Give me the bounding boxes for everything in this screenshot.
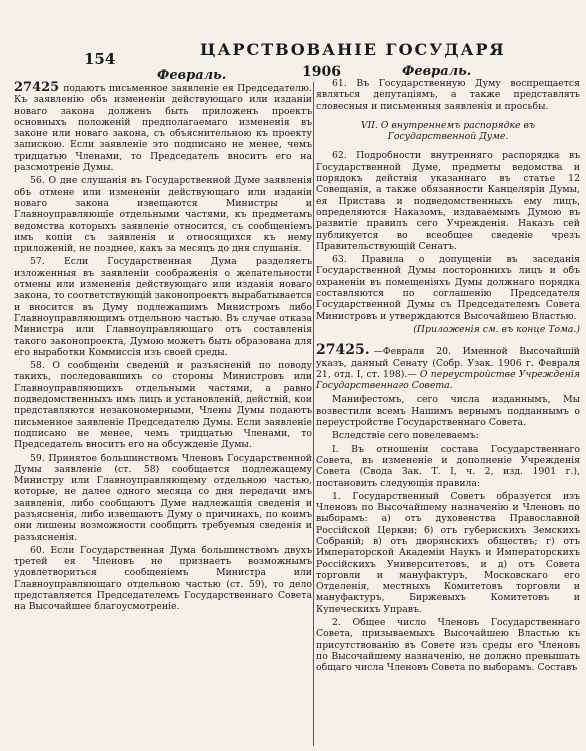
decree-heading — [316, 342, 580, 392]
paragraph: 57. Если Государственная Дума разделяетъ изложенныя въ заявленіи соображенія о желательности отмены или измененія действующаго или изданія новаго закона, то соответствующій законопроектъ вырабатывается и вносится въ Думу подлежащимъ Министромъ либо Главноуправляющимъ отдельною частью. Въ случае отказа Министра или Главноуправляющаго отъ составленія такого законопроекта, Думою можетъ быть образована для его выработки Коммиссія изъ своей среды. — [14, 256, 312, 358]
paragraph: Вследствіе сего повелеваемъ: — [332, 430, 479, 442]
month-right: Февраль. — [402, 64, 472, 79]
paragraph: 56. О дне слушанія въ Государственной Думе заявленія объ отмене или измененіи действующаго или изданіи новаго закона извещаются Министры и Главноуправляющіе отдельными частями, къ предметамъ ведомства которыхъ заявленіе относится, съ сообщеніемъ имъ копіи съ заявленія и относящихся къ нему приложеній, не позднее, какъ за месяцъ до дня слушанія. — [14, 175, 312, 255]
appendix-note: (Приложенія см. въ конце Тома.) — [413, 323, 580, 335]
law-number: 27425 — [14, 80, 60, 95]
paragraph: I. Въ отношеніи состава Государственнаго Совета, въ измененіе и дополненіе Учрежденія Совета (Свода Зак. Т. I, ч. 2, изд. 1901 г.), постановить следующія правила: — [316, 443, 580, 489]
paragraph: 59. Принятое большинствомъ Членовъ Государственной Думы заявленіе (ст. 58) сообщается подлежащему Министру или Главноуправляющему отдельною частью, которые, не далее одного месяца со дня передачи имъ заявленія, либо сообщаютъ Думе надлежащія сведенія и разъясненія, либо извещаютъ Думу о причинахъ, по коимъ они лишены возможности сообщить требуемыя сведенія и разъясненія. — [14, 452, 312, 543]
page-number: 154 — [84, 50, 116, 68]
paragraph-text: подаютъ письменное заявленіе ея Председателю. Къ заявленію объ измененіи действующаго или изданіи новаго закона долженъ быть приложенъ проектъ основныхъ положеній предполагаемаго измененія въ законе или новаго закона, съ объяснительною къ проекту запискою. Если заявленіе это подписано не менее, чемъ тридцатью Членами, то Председатель вноситъ его на разсмотреніе Думы. — [14, 83, 312, 174]
paragraph: 58. О сообщеніи сведеній и разъясненій по поводу такихъ, последовавшихъ со стороны Министровъ или Главноуправляющихъ отдельными частями, а равно подведомственныхъ имъ лицъ и установленій, действій, кои представляются незакономерными, Члены Думы подаютъ письменное заявленіе Председателю Думы. Если заявленіе подписано не менее, чемъ тридцатью Членами, то Председатель вноситъ его на обсужденіе Думы. — [14, 360, 312, 451]
right-column — [316, 78, 580, 746]
paragraph: 1. Государственный Советъ образуется изъ Членовъ по Высочайшему назначенію и Членовъ по выборамъ: а) отъ духовенства Православной Россійской Церкви; б) отъ губернскихъ Земскихъ Собраній; в) отъ дворянскихъ обществъ; г) отъ Императорской Академіи Наукъ и Императорскихъ Россійскихъ Университетовъ, и д) отъ Совета торговли и мануфактуръ, Московскаго его Отделенія, местныхъ Комитетовъ торговли и мануфактуръ, Биржевыхъ Комитетовъ и Купеческихъ Управъ. — [316, 490, 580, 615]
paragraph: 60. Если Государственная Дума большинствомъ двухъ третей ея Членовъ не признаетъ возможнымъ удовлетвориться сообщеніемъ Министра или Главноуправляющаго отдельною частью (ст. 59), то дело представляется Председателемъ Государственнаго Совета на Высочайшее благоусмотреніе. — [14, 544, 312, 613]
paragraph — [14, 82, 312, 173]
running-title: ЦАРСТВОВАНІЕ ГОСУДАРЯ — [200, 40, 506, 59]
decree-number: 27425. — [316, 342, 370, 359]
paragraph: Манифестомъ, сего числа изданнымъ, Мы возвестили всемъ Нашимъ вернымъ подданнымъ о переустройстве Государственнаго Совета. — [316, 394, 580, 429]
paragraph: 61. Въ Государственную Думу воспрещается являться депутаціямъ, а также представлять словесныя и письменныя заявленія и просьбы. — [316, 78, 580, 112]
decree-citation: —Февраля 20. Именной Высочайшій указъ, данный Сенату (Собр. Узак. 1906 г. Февраля 21, отд. I, ст. 198).— — [316, 346, 580, 380]
left-column — [14, 82, 312, 748]
paragraph: 62. Подробности внутренняго распорядка въ Государственной Думе, предметы ведомства и порядокъ действія указаннаго въ статье 12 Совещанія, а также обязанности Канцеляріи Думы, ея Пристава и подведомственныхъ ему лицъ, определяются Наказомъ, издаваемымъ Думою въ развитіе правилъ сего Учрежденія. Наказъ сей публикуется во всеобщее сведеніе чрезъ Правительствующій Сенатъ. — [316, 150, 580, 252]
paragraph: 2. Общее число Членовъ Государственнаго Совета, призываемыхъ Высочайшею Властью къ присутствованію въ Совете изъ среды его Членовъ по Высочайшему назначенію, не должно превышать общаго числа Членовъ Совета по выборамъ. Составъ — [316, 617, 580, 674]
section-heading: VII. О внутреннемъ распорядке въ Государственной Думе. — [360, 119, 536, 143]
page-header — [0, 0, 586, 83]
year: 1906 — [302, 64, 341, 80]
paragraph: 63. Правила о допущеніи въ заседанія Государственной Думы постороннихъ лицъ и объ охраненіи въ помещеніяхъ Думы должнаго порядка составляются по соглашенію Председателя Государственной Думы съ Председателемъ Совета Министровъ и утверждаются Высочайшею Властью. — [316, 254, 580, 322]
month-left: Февраль. — [157, 68, 227, 83]
decree-title: О переустройстве Учрежденія Государственнаго Совета. — [316, 368, 580, 392]
column-divider — [313, 82, 314, 746]
